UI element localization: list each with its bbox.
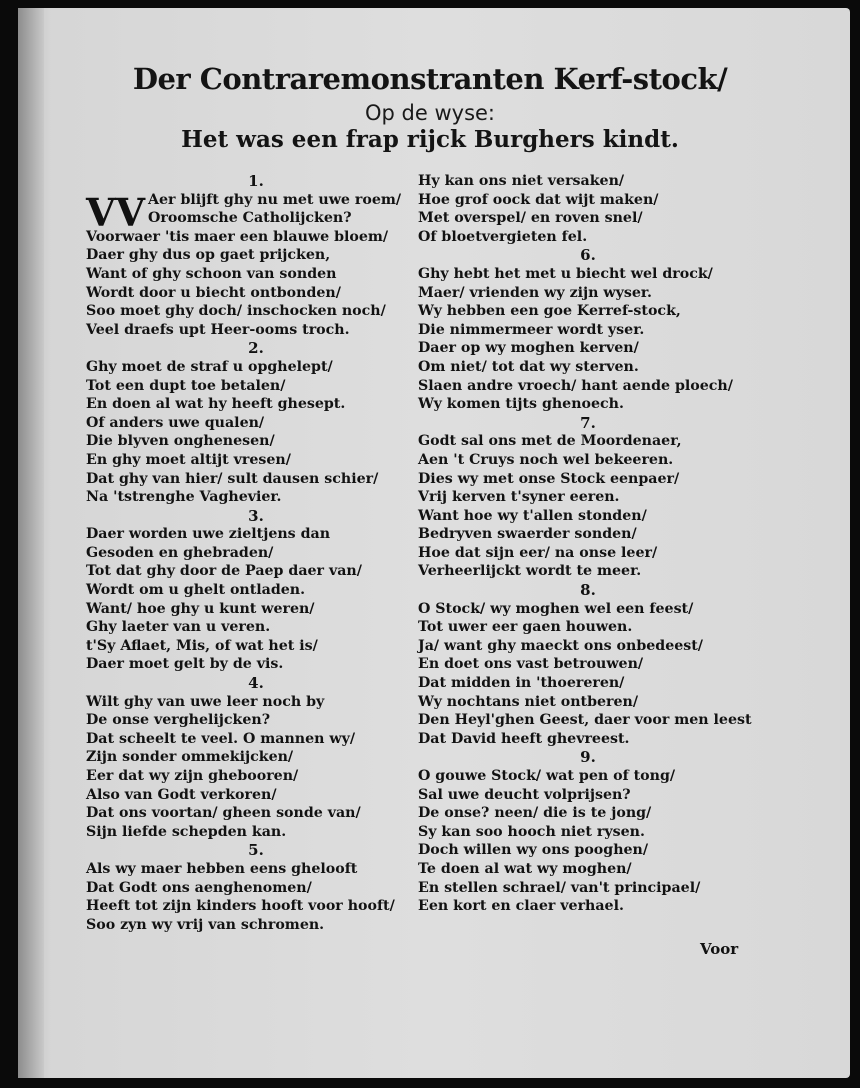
poem-title: Der Contraremonstranten Kerf-stock/: [132, 62, 728, 96]
verse-line: Wy nochtans niet ontberen/: [418, 693, 639, 710]
verse-line: Oroomsche Catholijcken?: [148, 210, 352, 227]
stanza-number: 5.: [248, 841, 264, 860]
verse-line: Hoe grof oock dat wijt maken/: [418, 191, 659, 208]
stanza: [418, 748, 758, 915]
verse-line: Hoe dat sijn eer/ na onse leer/: [418, 544, 658, 561]
verse-line: En stellen schrael/ van't principael/: [418, 879, 701, 896]
verse-line: Ja/ want ghy maeckt ons onbedeest/: [418, 637, 703, 654]
stanza-number: 7.: [580, 413, 596, 432]
verse-line: Maer/ vrienden wy zijn wyser.: [418, 284, 652, 301]
verse-line: Bedryven swaerder sonden/: [418, 526, 637, 543]
verse-line: Sijn liefde schepden kan.: [86, 823, 287, 840]
verse-line: Dat midden in 'thoereren/: [418, 675, 625, 692]
verse-line: Wy hebben een goe Kerref-stock,: [418, 303, 681, 320]
verse-line: En doen al wat hy heeft ghesept.: [86, 396, 346, 413]
drop-cap: VV: [86, 190, 145, 235]
verse-line: Voorwaer 'tis maer een blauwe bloem/: [86, 228, 389, 245]
stanza: [418, 172, 758, 246]
verse-line: Met overspel/ en roven snel/: [418, 210, 643, 227]
verse-line: t'Sy Aflaet, Mis, of wat het is/: [86, 637, 318, 654]
stanza-number: 1.: [248, 172, 264, 190]
verse-line: Wordt door u biecht ontbonden/: [86, 284, 341, 301]
verse-line: O gouwe Stock/ wat pen of tong/: [418, 768, 676, 784]
verse-line: Die nimmermeer wordt yser.: [418, 321, 645, 338]
verse-line: Een kort en claer verhael.: [418, 898, 624, 915]
verse-line: Dat scheelt te veel. O mannen wy/: [86, 730, 356, 747]
verse-line: Den Heyl'ghen Geest, daer voor men leest: [418, 712, 752, 729]
verse-line: Zijn sonder ommekijcken/: [86, 749, 294, 766]
verse-line: Of anders uwe qualen/: [86, 414, 265, 431]
verse-line: Aer blijft ghy nu met uwe roem/: [148, 191, 402, 208]
verse-line: Ghy moet de straf u opghelept/: [86, 358, 333, 375]
verse-line: Dat Godt ons aenghenomen/: [86, 879, 312, 896]
verse-line: Dat David heeft ghevreest.: [418, 730, 630, 747]
tune-intro: Op de wyse:: [365, 101, 495, 125]
verse-line: Dat ons voortan/ gheen sonde van/: [86, 805, 361, 822]
verse-line: Of bloetvergieten fel.: [418, 228, 588, 245]
stanza: [86, 674, 426, 841]
left-column: [86, 172, 426, 934]
verse-line: Om niet/ tot dat wy sterven.: [418, 358, 639, 375]
stanza: [86, 507, 426, 674]
stanza-number: 4.: [248, 674, 264, 693]
verse-line: Verheerlijckt wordt te meer.: [418, 563, 642, 580]
verse-line: Tot dat ghy door de Paep daer van/: [86, 563, 362, 580]
verse-line: Also van Godt verkoren/: [86, 786, 277, 803]
verse-line: Want hoe wy t'allen stonden/: [418, 507, 647, 524]
verse-line: Aen 't Cruys noch wel bekeeren.: [418, 451, 674, 468]
verse-line: En doet ons vast betrouwen/: [418, 656, 644, 673]
stanza: [418, 414, 758, 581]
verse-line: Ghy laeter van u veren.: [86, 619, 271, 636]
verse-line: Dies wy met onse Stock eenpaer/: [418, 470, 680, 487]
verse-line: Ghy hebt het met u biecht wel drock/: [418, 265, 713, 282]
stanza-number: 9.: [580, 748, 596, 767]
verse-line: Vrij kerven t'syner eeren.: [418, 489, 620, 506]
verse-line: Daer worden uwe zieltjens dan: [86, 526, 331, 543]
verse-line: Die blyven onghenesen/: [86, 433, 275, 450]
stanza: [418, 246, 758, 413]
verse-line: O Stock/ wy moghen wel een feest/: [418, 600, 694, 617]
stanza: [86, 172, 426, 339]
verse-line: Sy kan soo hooch niet rysen.: [418, 823, 645, 840]
verse-line: Te doen al wat wy moghen/: [418, 860, 632, 877]
verse-line: Na 'tstrenghe Vaghevier.: [86, 489, 282, 506]
verse-line: En ghy moet altijt vresen/: [86, 451, 291, 468]
verse-line: Sal uwe deucht volprijsen?: [418, 786, 631, 803]
verse-line: Wilt ghy van uwe leer noch by: [86, 693, 325, 710]
verse-line: Daer ghy dus op gaet prijcken,: [86, 247, 331, 264]
verse-line: Tot uwer eer gaen houwen.: [418, 619, 633, 636]
stanza-number: 3.: [248, 506, 264, 525]
verse-line: Want of ghy schoon van sonden: [86, 265, 337, 282]
stanza: [418, 581, 758, 748]
verse-line: Soo zyn wy vrij van schromen.: [86, 916, 325, 933]
verse-line: Tot een dupt toe betalen/: [86, 377, 286, 394]
verse-line: Daer moet gelt by de vis.: [86, 656, 284, 673]
stanza-number: 6.: [580, 246, 596, 265]
verse-line: De onse verghelijcken?: [86, 712, 271, 729]
verse-line: Eer dat wy zijn ghebooren/: [86, 768, 299, 784]
verse-line: De onse? neen/ die is te jong/: [418, 805, 652, 822]
stanza: [86, 339, 426, 506]
verse-line: Godt sal ons met de Moordenaer,: [418, 433, 682, 450]
tune-name: Het was een frap rijck Burghers kindt.: [181, 126, 679, 153]
stanza-number: 8.: [580, 581, 596, 600]
verse-line: Als wy maer hebben eens ghelooft: [86, 860, 358, 877]
verse-line: Hy kan ons niet versaken/: [418, 173, 625, 189]
stanza-number: 2.: [248, 339, 264, 358]
catchword: Voor: [700, 940, 739, 958]
verse-line: Daer op wy moghen kerven/: [418, 340, 639, 357]
verse-line: Wy komen tijts ghenoech.: [418, 396, 624, 413]
verse-line: Slaen andre vroech/ hant aende ploech/: [418, 377, 733, 394]
verse-line: Dat ghy van hier/ sult dausen schier/: [86, 470, 379, 487]
verse-line: Veel draefs upt Heer-ooms troch.: [86, 321, 350, 338]
verse-line: Wordt om u ghelt ontladen.: [86, 582, 306, 599]
stanza: [86, 841, 426, 934]
book-gutter: [18, 8, 44, 1078]
verse-line: Want/ hoe ghy u kunt weren/: [86, 600, 315, 617]
verse-line: Gesoden en ghebraden/: [86, 544, 274, 561]
verse-line: Doch willen wy ons pooghen/: [418, 842, 649, 859]
right-column: [418, 172, 758, 916]
verse-line: Heeft tot zijn kinders hooft voor hooft/: [86, 898, 395, 915]
verse-line: Soo moet ghy doch/ inschocken noch/: [86, 303, 386, 320]
